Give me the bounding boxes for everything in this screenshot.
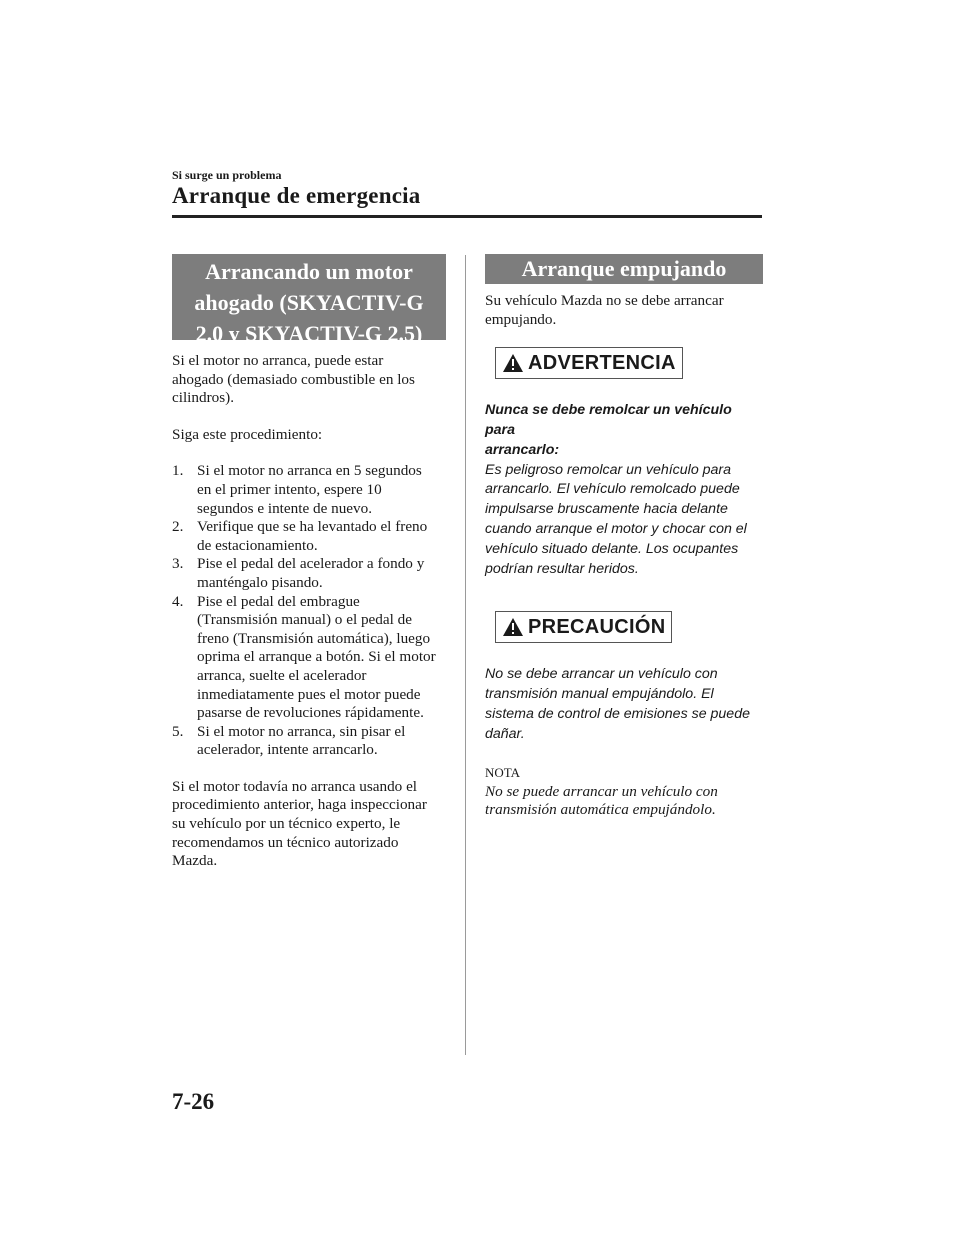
text-line: arrancarlo. El vehículo remolcado puede: [485, 481, 740, 498]
text-line: acelerador, intente arrancarlo.: [197, 741, 378, 759]
push-start-intro: [485, 292, 763, 329]
text-line: ahogado (demasiado combustible en los: [172, 370, 415, 388]
text-line: arranca, suelte el acelerador: [197, 666, 367, 684]
text-line: Si el motor todavía no arranca usando el: [172, 777, 418, 795]
text-line: procedimiento anterior, haga inspeccionar: [172, 796, 427, 814]
caution-triangle-icon: [502, 617, 524, 637]
text-line: pasarse de revoluciones rápidamente.: [197, 704, 424, 722]
heading-line: 2.0 y SKYACTIV-G 2.5): [195, 321, 423, 346]
text-line: de estacionamiento.: [197, 536, 318, 554]
text-line: recomendamos un técnico autorizado: [172, 833, 399, 851]
warning-label-text: ADVERTENCIA: [528, 351, 676, 374]
warning-triangle-icon: [502, 353, 524, 373]
chapter-title: Arranque de emergencia: [172, 183, 421, 208]
caution-label-wrap: [495, 611, 763, 643]
warning-label-wrap: [495, 347, 763, 379]
warning-text: [485, 461, 763, 580]
text-line: vehículo situado delante. Los ocupantes: [485, 540, 739, 557]
text-line: su vehículo por un técnico experto, le: [172, 815, 401, 833]
text-line: transmisión automática empujándolo.: [485, 801, 716, 819]
text-line: Pise el pedal del acelerador a fondo y: [197, 555, 425, 573]
list-item: [172, 518, 446, 555]
push-start-heading: Arranque empujando: [485, 254, 763, 284]
text-line: segundos e intente de nuevo.: [197, 499, 373, 517]
text-line: (Transmisión manual) o el pedal de: [197, 611, 412, 629]
text-line: podrían resultar heridos.: [485, 560, 639, 577]
intro-paragraph: [172, 352, 446, 408]
text-line: freno (Transmisión automática), luego: [197, 629, 431, 647]
text-line: sistema de control de emisiones se puede: [485, 705, 750, 722]
text-line: oprima el arranque a botón. Si el motor: [197, 648, 436, 666]
step-number: 1.: [172, 462, 184, 480]
text-line: manténgalo pisando.: [197, 573, 323, 591]
text-line: No se debe arrancar un vehículo con: [485, 666, 718, 683]
step-number: 2.: [172, 518, 184, 536]
procedure-label: Siga este procedimiento:: [172, 425, 323, 443]
text-line: cilindros).: [172, 389, 235, 407]
text-line: Si el motor no arranca, puede estar: [172, 352, 384, 369]
text-line: transmisión manual empujándolo. El: [485, 686, 714, 703]
step-number: 4.: [172, 592, 184, 610]
text-line: Es peligroso remolcar un vehículo para: [485, 461, 732, 478]
text-line: impulsarse bruscamente hacia delante: [485, 501, 728, 518]
list-item: [172, 723, 446, 760]
note-text: [485, 783, 763, 820]
flooded-engine-heading: [172, 254, 446, 346]
step-number: 5.: [172, 722, 184, 740]
text-line: cuando arranque el motor y chocar con el: [485, 520, 747, 537]
heading-line: ahogado (SKYACTIV-G: [194, 290, 424, 315]
section-label: Si surge un problema: [172, 168, 282, 182]
left-column: [172, 254, 446, 871]
list-item: [172, 555, 446, 592]
header-rule: [172, 215, 762, 218]
list-item: [172, 593, 446, 723]
text-line: Su vehículo Mazda no se debe arrancar: [485, 292, 724, 309]
text-line: Mazda.: [172, 852, 218, 870]
list-item: [172, 462, 446, 518]
caution-text: [485, 665, 763, 744]
warning-label: [495, 347, 683, 379]
text-line: Si el motor no arranca en 5 segundos: [197, 462, 422, 480]
step-number: 3.: [172, 555, 184, 573]
right-column: [485, 254, 763, 820]
text-line: inmediatamente pues el motor puede: [197, 685, 421, 703]
text-line: Verifique que se ha levantado el freno: [197, 518, 428, 536]
text-line: Pise el pedal del embrague: [197, 592, 360, 610]
text-line: Nunca se debe remolcar un vehículo para: [485, 402, 732, 438]
heading-line: Arrancando un motor: [205, 259, 413, 284]
column-divider: [465, 255, 466, 1055]
note-label: NOTA: [485, 764, 521, 780]
text-line: Si el motor no arranca, sin pisar el: [197, 722, 406, 740]
procedure-steps: [172, 462, 446, 760]
caution-label: [495, 611, 672, 643]
text-line: empujando.: [485, 310, 557, 328]
text-line: No se puede arrancar un vehículo con: [485, 782, 718, 800]
page-number: 7-26: [172, 1089, 215, 1114]
text-line: en el primer intento, espere 10: [197, 480, 382, 498]
caution-label-text: PRECAUCIÓN: [528, 615, 666, 638]
text-line: dañar.: [485, 725, 525, 742]
closing-paragraph: [172, 778, 446, 871]
warning-title: [485, 401, 763, 460]
text-line: arrancarlo:: [485, 441, 560, 458]
